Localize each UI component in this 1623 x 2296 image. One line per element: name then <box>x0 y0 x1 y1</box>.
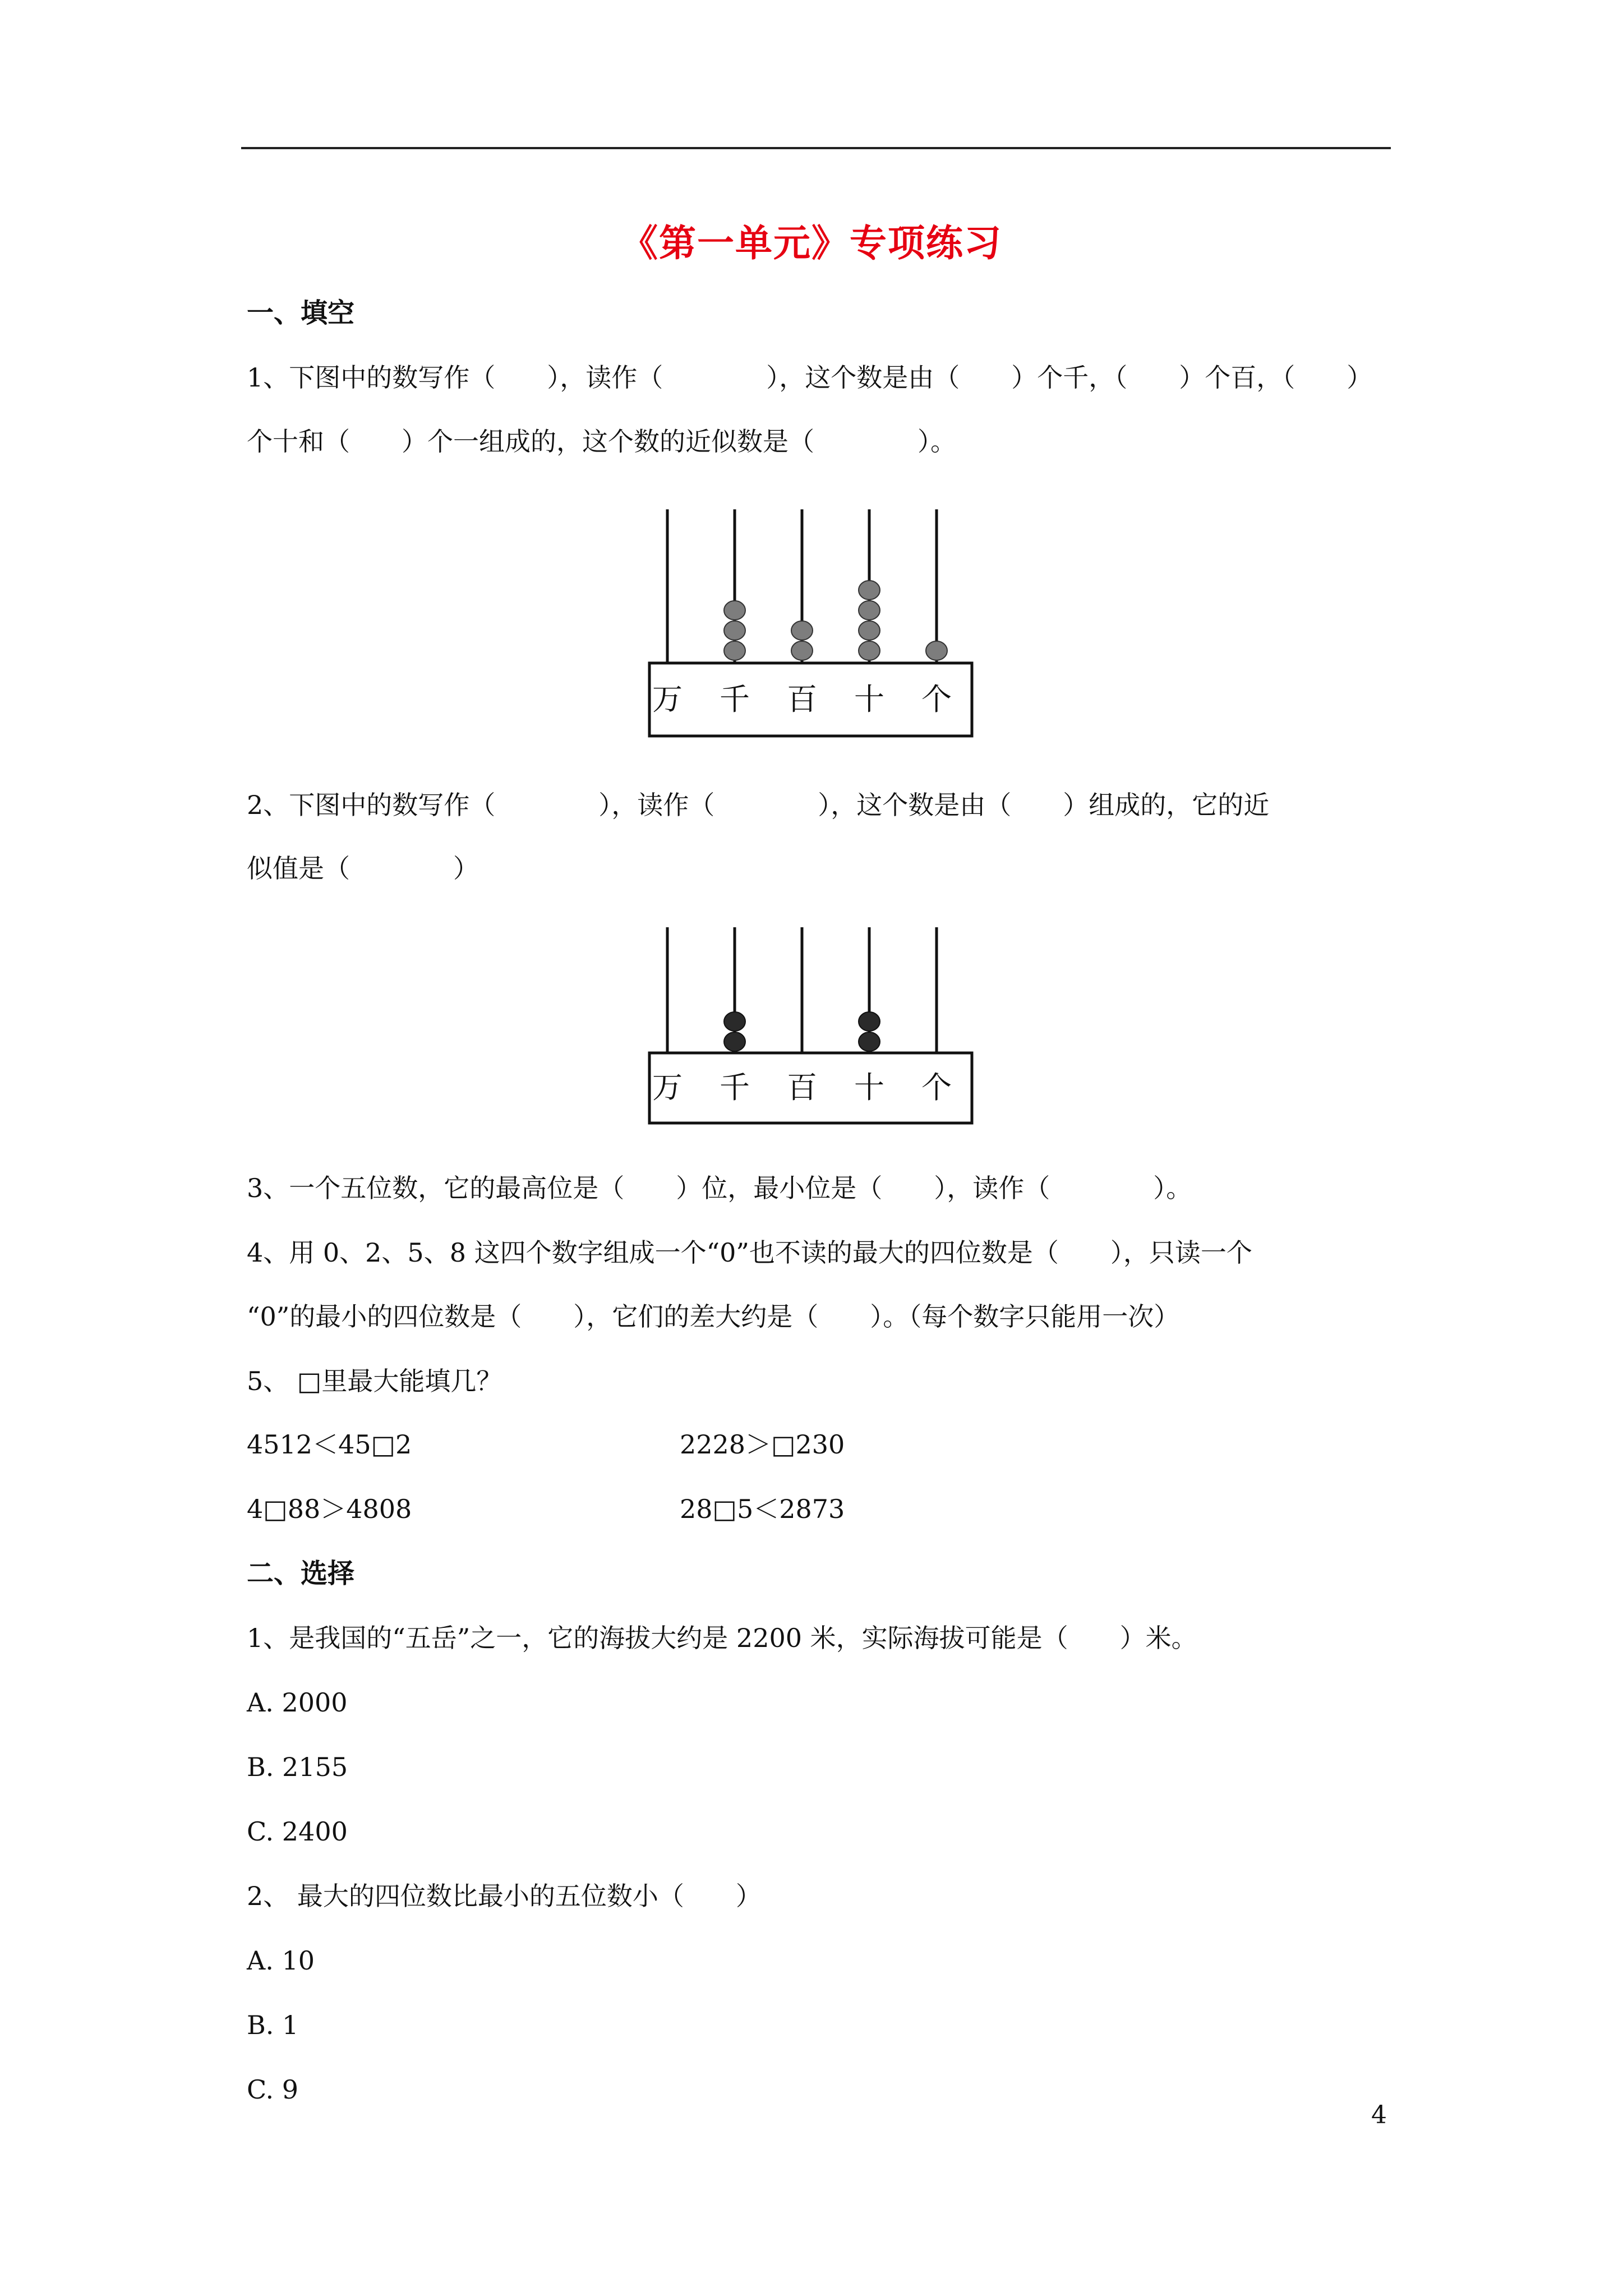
q4-line1: 4、用 0、2、5、8 这四个数字组成一个“0”也不读的最大的四位数是（ ），只读一个 <box>247 1237 1252 1268</box>
label-ge: 个 <box>921 682 952 717</box>
bead-shi <box>859 581 880 600</box>
q5-item-3: 4□88＞4808 <box>247 1494 412 1524</box>
choice-q1-option-c: C. 2400 <box>247 1816 348 1847</box>
choice-q2-option-b: B. 1 <box>247 2010 299 2040</box>
choice-q2-stem: 2、 最大的四位数比最小的五位数小（ ） <box>247 1881 762 1911</box>
q5-item-2: 2228＞□230 <box>680 1429 845 1460</box>
bead-shi <box>859 641 880 660</box>
q1-line2: 个十和（ ）个一组成的，这个数的近似数是（ ）。 <box>247 426 956 457</box>
page-number: 4 <box>1371 2101 1387 2129</box>
q5-prompt: 5、 □里最大能填几？ <box>247 1366 502 1396</box>
bead-bai <box>791 621 813 640</box>
choice-q1-option-b: B. 2155 <box>247 1752 348 1782</box>
bead-qian <box>724 1012 745 1031</box>
section1-heading: 一、填空 <box>247 297 355 329</box>
choice-q2-option-a: A. 10 <box>247 1945 315 1976</box>
abacus-1 <box>645 505 981 746</box>
abacus-1-beads <box>724 581 947 660</box>
label-wan: 万 <box>652 682 683 717</box>
bead-qian <box>724 601 745 620</box>
bead-bai <box>791 641 813 660</box>
q2-line1: 2、下图中的数写作（ ），读作（ ），这个数是由（ ）组成的，它的近 <box>247 790 1270 820</box>
section2-heading: 二、选择 <box>247 1558 355 1589</box>
abacus-2-rods <box>667 927 937 1053</box>
bead-qian <box>724 621 745 640</box>
label-qian: 千 <box>720 1070 750 1105</box>
choice-q1-option-a: A. 2000 <box>247 1687 348 1718</box>
q4-line2: “0”的最小的四位数是（ ），它们的差大约是（ ）。（每个数字只能用一次） <box>247 1301 1180 1332</box>
bead-shi <box>859 1032 880 1051</box>
label-qian: 千 <box>720 682 750 717</box>
choice-q2-option-c: C. 9 <box>247 2074 299 2105</box>
abacus-2 <box>645 923 981 1136</box>
q3: 3、一个五位数，它的最高位是（ ）位，最小位是（ ），读作（ ）。 <box>247 1173 1192 1203</box>
page-title: 《第一单元》专项练习 <box>621 222 1002 265</box>
q2-line2: 似值是（ ） <box>247 853 479 884</box>
label-shi: 十 <box>854 682 884 717</box>
label-shi: 十 <box>854 1070 884 1105</box>
bead-shi <box>859 1012 880 1031</box>
label-wan: 万 <box>652 1070 683 1105</box>
bead-qian <box>724 641 745 660</box>
q5-item-4: 28□5＜2873 <box>680 1494 845 1524</box>
header-rule <box>241 147 1391 149</box>
bead-shi <box>859 601 880 620</box>
label-bai: 百 <box>787 682 817 717</box>
q5-item-1: 4512＜45□2 <box>247 1429 412 1460</box>
q1-line1: 1、下图中的数写作（ ），读作（ ），这个数是由（ ）个千，（ ）个百，（ ） <box>247 362 1373 393</box>
label-ge: 个 <box>921 1070 952 1105</box>
label-bai: 百 <box>787 1070 817 1105</box>
choice-q1-stem: 1、是我国的“五岳”之一，它的海拔大约是 2200 米，实际海拔可能是（ ）米。 <box>247 1623 1197 1653</box>
bead-ge <box>926 641 947 660</box>
bead-qian <box>724 1032 745 1051</box>
bead-shi <box>859 621 880 640</box>
